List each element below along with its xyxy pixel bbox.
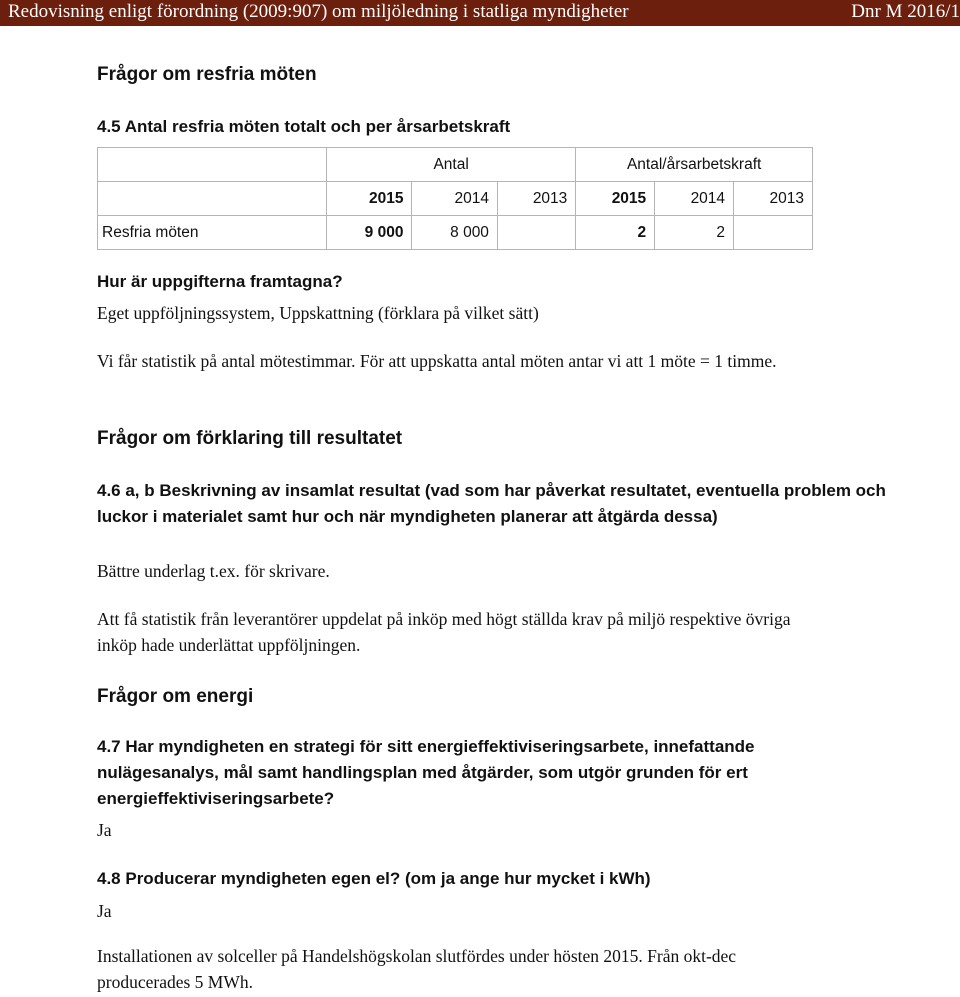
table-corner-cell bbox=[98, 148, 327, 182]
table-row bbox=[98, 216, 813, 250]
answer-4-6-2: Att få statistik från leverantörer uppdelat på inköp med högt ställda krav på miljö respektive övriga inköp hade underlättat uppföljningen. bbox=[97, 609, 791, 655]
table-year-header: 2015 bbox=[327, 182, 412, 216]
method-question: Hur är uppgifterna framtagna? bbox=[97, 272, 343, 291]
answer-4-8: Ja bbox=[97, 901, 112, 921]
answer-4-6-1: Bättre underlag t.ex. för skrivare. bbox=[97, 561, 330, 581]
section-heading-forklaring: Frågor om förklaring till resultatet bbox=[97, 428, 403, 449]
table-cell: 2 bbox=[576, 216, 655, 250]
section-heading-energi: Frågor om energi bbox=[97, 686, 254, 707]
table-group-header-row bbox=[98, 148, 813, 182]
table-year-header: 2014 bbox=[412, 182, 497, 216]
question-4-7: 4.7 Har myndigheten en strategi för sitt energieffektiviseringsarbete, innefattande nulägesanalys, mål samt handlingsplan med åtgärder, som utgör grunden för ert energieffektiviseringsarbete? bbox=[97, 737, 755, 808]
table-group-header: Antal bbox=[327, 148, 576, 182]
header-title: Redovisning enligt förordning (2009:907) om miljöledning i statliga myndigheter bbox=[8, 1, 629, 22]
answer-4-7: Ja bbox=[97, 820, 112, 840]
header-doc-number: Dnr M 2016/1 bbox=[851, 1, 960, 22]
resfria-table bbox=[97, 147, 813, 250]
table-year-header: 2013 bbox=[497, 182, 575, 216]
table-cell bbox=[497, 216, 575, 250]
table-year-row bbox=[98, 182, 813, 216]
question-4-8: 4.8 Producerar myndigheten egen el? (om ja ange hur mycket i kWh) bbox=[97, 869, 651, 888]
question-4-6: 4.6 a, b Beskrivning av insamlat resultat (vad som har påverkat resultatet, eventuella problem och luckor i materialet samt hur och när myndigheten planerar att åtgärda dessa) bbox=[97, 481, 886, 526]
table-cell: 9 000 bbox=[327, 216, 412, 250]
answer-4-8-detail: Installationen av solceller på Handelshögskolan slutfördes under hösten 2015. Från okt-dec producerades 5 MWh. bbox=[97, 946, 737, 992]
table-cell: 2 bbox=[655, 216, 734, 250]
table-row-label: Resfria möten bbox=[98, 216, 327, 250]
method-answer: Eget uppföljningssystem, Uppskattning (förklara på vilket sätt) bbox=[97, 303, 539, 323]
table-year-header: 2015 bbox=[576, 182, 655, 216]
table-corner-cell bbox=[98, 182, 327, 216]
table-cell: 8 000 bbox=[412, 216, 497, 250]
table-year-header: 2013 bbox=[734, 182, 813, 216]
page-header bbox=[0, 0, 960, 26]
table-year-header: 2014 bbox=[655, 182, 734, 216]
table-cell bbox=[734, 216, 813, 250]
section-heading-resfria: Frågor om resfria möten bbox=[97, 64, 317, 85]
explanation-text: Vi får statistik på antal mötestimmar. För att uppskatta antal möten antar vi att 1 möte = 1 timme. bbox=[97, 351, 777, 371]
table-group-header: Antal/årsarbetskraft bbox=[576, 148, 813, 182]
question-4-5: 4.5 Antal resfria möten totalt och per årsarbetskraft bbox=[97, 117, 511, 136]
